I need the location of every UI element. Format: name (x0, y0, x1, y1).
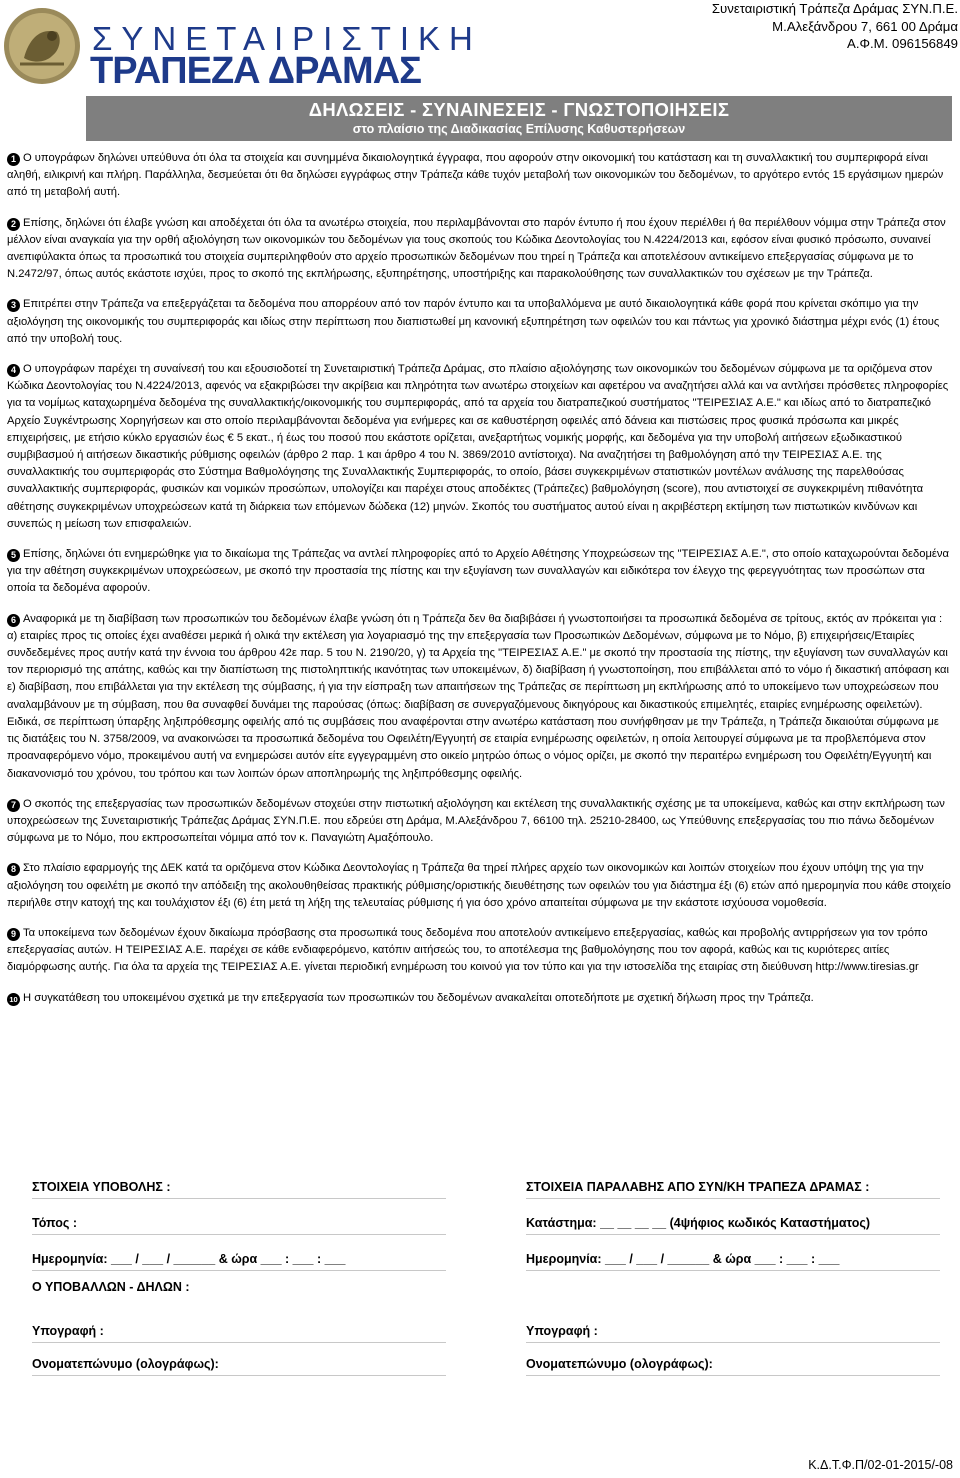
number-9-icon: 9 (7, 928, 20, 941)
submission-place-field[interactable]: Τόπος : (32, 1216, 446, 1235)
declaration-text: Ο υπογράφων δηλώνει υπεύθυνα ότι όλα τα στοιχεία και συνημμένα δικαιολογητικά έγγραφα, που αφορούν στην οικονομική του κατάσταση και τη συναλλακτική του συμπεριφορά είναι αληθή, ειλικρινή και πλήρη. Παράλληλα, δεσμεύεται ότι θα δηλώσει εγγράφως στην Τράπεζα κάθε τυχόν μεταβολή των οικονομικών του δεδομένων, το αργότερο εντός 15 εργάσιμων ημερών από τη μεταβολή αυτή. (7, 152, 944, 199)
document-title: ΔΗΛΩΣΕΙΣ - ΣΥΝΑΙΝΕΣΕΙΣ - ΓΝΩΣΤΟΠΟΙΗΣΕΙΣ (308, 99, 730, 120)
submission-fullname-field[interactable]: Ονοματεπώνυμο (ολογράφως): (32, 1357, 446, 1376)
declaration-2 (7, 215, 953, 284)
declaration-5 (7, 546, 953, 598)
receipt-fullname-field[interactable]: Ονοματεπώνυμο (ολογράφως): (526, 1357, 940, 1376)
declaration-10 (7, 990, 953, 1007)
document-subtitle: στο πλαίσιο της Διαδικασίας Επίλυσης Καθυστερήσεων (352, 122, 686, 136)
submission-signature-field[interactable]: Υπογραφή : (32, 1324, 446, 1343)
declaration-text: Στο πλαίσιο εφαρμογής της ΔΕΚ κατά τα οριζόμενα στον Κώδικα Δεοντολογίας η Τράπεζα θα τηρεί πλήρες αρχείο των οικονομικών και λοιπών στοιχείων που έχουν υπόψη της για την αξιολόγηση του οφειλέτη με σκοπό την απόδειξη της ακολουθηθείσας πρακτικής ρύθμισης/οριστικής διευθέτησης των οφειλών του για διάστημα έξι (6) ετών από ημερομηνία που κάθε στοιχείο περιήλθε στην κατοχή της και τουλάχιστον έξι (6) έτη μετά τη λήξη της τελευταίας ρύθμισης ή για όσο χρόνο απαιτείται σύμφωνα με την εκάστοτε ισχύουσα νομοθεσία. (7, 862, 951, 909)
number-10-icon: 10 (7, 993, 20, 1006)
number-7-icon: 7 (7, 799, 20, 812)
coin-seal-icon (2, 6, 82, 86)
bank-logo (2, 6, 482, 92)
receipt-signature-field[interactable]: Υπογραφή : (526, 1324, 940, 1343)
declaration-9 (7, 925, 953, 977)
declaration-8 (7, 860, 953, 912)
address-vat: Α.Φ.Μ. 096156849 (847, 36, 958, 51)
receipt-section (526, 1170, 940, 1380)
number-5-icon: 5 (7, 549, 20, 562)
number-3-icon: 3 (7, 299, 20, 312)
declaration-text: Επιτρέπει στην Τράπεζα να επεξεργάζεται τα δεδομένα που απορρέουν από τον παρόν έντυπο και τα υποβαλλόμενα με αυτό δικαιολογητικά κάθε φορά που κρίνεται σκόπιμο για την αξιολόγηση της οικονομικής του συμπεριφοράς και ιδίως στην περίπτωση που διαπιστωθεί μη κανονική εξυπηρέτηση των οφειλών του και πάντως για χρονικό διάστημα μέχρι ενός (1) έτους από την υποβολή τους. (7, 298, 940, 345)
title-band (86, 96, 952, 141)
receipt-branch-field[interactable]: Κατάστημα: __ __ __ __ (4ψήφιος κωδικός Καταστήματος) (526, 1216, 940, 1235)
declaration-text: Τα υποκείμενα των δεδομένων έχουν δικαίωμα πρόσβασης στα προσωπικά τους δεδομένα που αποτελούν αντικείμενο επεξεργασίας, καθώς και προβολής αντιρρήσεων για τον τρόπο επεξεργασίας αυτών. Η ΤΕΙΡΕΣΙΑΣ Α.Ε. παρέχει σε κάθε ενδιαφερόμενο, κατόπιν αιτήσεώς του, το αποτέλεσμα της βαθμολόγησης που τον αφορά, καθώς και τις κυριότερες αιτίες διαμόρφωσης αυτής. Για όλα τα αρχεία της ΤΕΙΡΕΣΙΑΣ Α.Ε. γίνεται περιοδική ενημέρωση του κοινού για τον τύπο και για την ιστοσελίδα της εταιρίας στη διεύθυνση http://www.tiresias.gr (7, 926, 928, 974)
submission-heading: ΣΤΟΙΧΕΙΑ ΥΠΟΒΟΛΗΣ : (32, 1180, 446, 1199)
number-6-icon: 6 (7, 614, 20, 627)
declarations-body (7, 150, 953, 1007)
form-code: Κ.Δ.Τ.Φ.Π/02-01-2015/-08 (808, 1458, 953, 1472)
logo-text-line1: ΣΥΝΕΤΑΙΡΙΣΤΙΚΗ (92, 20, 482, 57)
submission-section (32, 1170, 446, 1380)
declaration-text: Αναφορικά με τη διαβίβαση των προσωπικών του δεδομένων έλαβε γνώση ότι η Τράπεζα δεν θα διαβιβάσει ή γνωστοποιήσει τα προσωπικά δεδομένα σε τρίτους, εκτός αν πρόκειται για : α) εταιρίες προς τις οποίες έχει αναθέσει μερικά ή ολικά την εκτέλεση για λογαριασμό της την επεξεργασία των Προσωπικών Δεδομένων, σύμφωνα με το Νόμο, β) επιχειρήσεις/Εταιρίες συνδεδεμένες προς αυτήν κατά την έννοια του άρθρου 42ε παρ. 5 του Ν. 2190/20, γ) τα Αρχεία της "ΤΕΙΡΕΣΙΑΣ Α.Ε." με σκοπό την προστασία της πίστης, την εξυγίανση των συναλλαγών και τον περιορισμό της απάτης, καθώς και την διαπίστωση της πιστοληπτικής ικανότητας των υποκειμένων, δ) διαβίβαση ή γνωστοποίηση, που επιβάλλεται από το νόμο ή δικαστική απόφαση και ε) διαβίβαση, που επιβάλλεται για την εκτέλεση της σύμβασης, ή για την είσπραξη των απαιτήσεων της Τράπεζας σε περίπτωση μη εκπλήρωσης από το υποκείμενο των υποχρεώσεων που αναλαμβάνουν με τη σύμβαση, που θα συναφθεί δυνάμει της παρούσας (όπως: διαβίβαση σε συνεργαζόμενους δικηγόρους και δικαστικούς επιμελητές, εταιρίες ενημέρωσης οφειλετών). Ειδικά, σε περίπτωση ύπαρξης ληξιπρόθεσμης οφειλής από τις συμβάσεις που αναφέρονται στην ανωτέρω κατάσταση που συνήφθησαν με την Τράπεζα, η Τράπεζα δικαιούται σύμφωνα με τις διατάξεις του Ν. 3758/2009, να ανακοινώσει τα προσωπικά δεδομένα του Οφειλέτη/Εγγυητή σε εταιρία ενημέρωσης οφειλετών, η οποία λειτουργεί σύμφωνα με τα προβλεπόμενα στον προαναφερόμενο νόμο, προκειμένου αυτή να ενημερώσει αυτόν είτε εγγεγραμμένη στο οικείο μητρώο όπως ο νόμος ορίζει, με σκοπό την περαιτέρω ενημέρωση του Οφειλέτη/Εγγυητή και διακανονισμό του χρόνου, του τρόπου και των λοιπών όρων αποπληρωμής της ληξιπρόθεσμης οφειλής. (7, 612, 949, 780)
declaration-text: Επίσης, δηλώνει ότι έλαβε γνώση και αποδέχεται ότι όλα τα ανωτέρω στοιχεία, που περιλαμβάνονται στο παρόν έντυπο ή που έχουν περιέλθει ή θα περιέλθουν νόμιμα στην Τράπεζα στον μέλλον είναι αναγκαία για την ορθή αξιολόγηση των οικονομικών του δεδομένων για τους σκοπούς του Κώδικα Δεοντολογίας του Ν.4224/2013 και, εφόσον είναι φυσικό πρόσωπο, συναινεί ανεπιφύλακτα όπως τα προσωπικά του στοιχεία συμπεριληφθούν στο αρχείο προσωπικών δεδομένων που τηρεί η Τράπεζα και αποτελέσουν αντικείμενο επεξεργασίας σύμφωνα με το Ν.2472/97, όπως αυτός εκάστοτε ισχύει, προς το σκοπό της εκπλήρωσης, εξυπηρέτησης, υποστήριξης και παρακολούθησης των συναλλακτικών του σχέσεων με την Τράπεζα. (7, 216, 946, 281)
number-2-icon: 2 (7, 218, 20, 231)
submission-date-field[interactable]: Ημερομηνία: ___ / ___ / ______ & ώρα ___ : ___ : ___ (32, 1252, 446, 1271)
number-4-icon: 4 (7, 364, 20, 377)
address-name: Συνεταιριστική Τράπεζα Δράμας ΣΥΝ.Π.Ε. (711, 1, 958, 16)
declaration-text: Ο σκοπός της επεξεργασίας των προσωπικών δεδομένων στοχεύει στην πιστωτική αξιολόγηση και εκτέλεση της συναλλακτικής σχέσης με τα υποκείμενα, καθώς και στην εκπλήρωση των υποχρεώσεων της Συνεταιριστικής Τράπεζας Δράμας ΣΥΝ.Π.Ε. που εδρεύει στη Δράμα, Μ.Αλεξάνδρου 7, 66100 τηλ. 25210-28400, ως Υπεύθυνης επεξεργασίας του πιο πάνω δεδομένων σύμφωνα με το Νόμο, που εκπροσωπείται νόμιμα από τον κ. Παναγιώτη Αμαξόπουλο. (7, 797, 945, 845)
declaration-1 (7, 150, 953, 202)
address-street: Μ.Αλεξάνδρου 7, 661 00 Δράμα (772, 18, 958, 34)
declaration-text: Ο υπογράφων παρέχει τη συναίνεσή του και εξουσιοδοτεί τη Συνεταιριστική Τράπεζα Δράμας, στο πλαίσιο αξιολόγησης των οικονομικών του δεδομένων σύμφωνα με τα οριζόμενα στον Κώδικα Δεοντολογίας του Ν.4224/2013, αφενός να εξακριβώσει την ακρίβεια και πληρότητα των ανωτέρω στοιχείων και αφετέρου να αναζητήσει αλλά και να αντλήσει πρόσθετες πληροφορίες για τα νομίμως καταχωρημένα δεδομένα της συναλλακτικής/οικονομικής του συμπεριφοράς, από τα αρχεία του διατραπεζικού συστήματος "ΤΕΙΡΕΣΙΑΣ Α.Ε." και ιδίως από το διατραπεζικό Αρχείο Συγκέντρωσης Χορηγήσεων και στο οποίο περιλαμβάνονται δεδομένα για ενήμερες και σε καθυστέρηση οφειλές από δάνεια και πιστώσεις προς φυσικά πρόσωπα και μικρές επιχειρήσεις, με ετήσιο κύκλο εργασιών έως € 5 εκατ., ή έως του ποσού που εκάστοτε ορίζεται, ανεξαρτήτως νομικής μορφής, και δεδομένα για την υποβολή αιτήσεων εξωδικαστικού συμβιβασμού ή αιτήσεων δικαστικής ρύθμισης οφειλών (άρθρο 2 παρ. 1 και άρθρο 4 του Ν. 3869/2010 αντίστοιχα). Να αναζητήσει τη βαθμολόγηση από την ΤΕΙΡΕΣΙΑΣ Α.Ε. της συναλλακτικής του συμπεριφοράς στο Σύστημα Βαθμολόγησης της Συναλλακτικής Συμπεριφοράς, το οποίο, βάσει συγκεκριμένων στατιστικών μοντέλων ανάλυσης της παρελθούσας συναλλακτικής συμπεριφοράς, φυσικών και νομικών προσώπων, υπολογίζει και παρέχει στους αποδέκτες (Τράπεζες) βαθμολόγηση (score), που αντιστοιχεί σε συγκεκριμένη πιθανότητα αθέτησης συγκεκριμένων υποχρεώσεων κατά τη διάρκεια των επόμενων δώδεκα (12) μηνών. Σκοπός του συστήματος αυτού είναι η ακριβέστερη εκτίμηση των πιστωτικών κινδύνων και συνεπώς η μείωση των επισφαλειών. (7, 363, 949, 530)
declaration-7 (7, 796, 953, 848)
declaration-4 (7, 361, 953, 533)
declaration-text: Επίσης, δηλώνει ότι ενημερώθηκε για το δικαίωμα της Τράπεζας να αντλεί πληροφορίες από το Αρχείο Αθέτησης Υποχρεώσεων της "ΤΕΙΡΕΣΙΑΣ Α.Ε.", στο οποίο καταχωρούνται δεδομένα για την αθέτηση συγκεκριμένων υποχρεώσεων, με σκοπό την προστασία της πίστης και την εξυγίανση των συναλλαγών και ειδικότερα τον έλεγχο της φερεγγυότητας των προσώπων στα οποία τα δεδομένα αφορούν. (7, 548, 949, 595)
bank-address (712, 0, 958, 53)
submitter-label: Ο ΥΠΟΒΑΛΛΩΝ - ΔΗΛΩΝ : (32, 1280, 190, 1294)
number-1-icon: 1 (7, 153, 20, 166)
receipt-heading: ΣΤΟΙΧΕΙΑ ΠΑΡΑΛΑΒΗΣ ΑΠΟ ΣΥΝ/ΚΗ ΤΡΑΠΕΖΑ ΔΡΑΜΑΣ : (526, 1180, 940, 1199)
number-8-icon: 8 (7, 863, 20, 876)
receipt-date-field[interactable]: Ημερομηνία: ___ / ___ / ______ & ώρα ___ : ___ : ___ (526, 1252, 940, 1271)
declaration-text: Η συγκατάθεση του υποκειμένου σχετικά με την επεξεργασία των προσωπικών του δεδομένων ανακαλείται οποτεδήποτε με σχετική δήλωση προς την Τράπεζα. (23, 991, 814, 1004)
logo-text-line2: ΤΡΑΠΕΖΑ ΔΡΑΜΑΣ (90, 50, 421, 92)
declaration-6 (7, 611, 953, 783)
declaration-3 (7, 296, 953, 348)
